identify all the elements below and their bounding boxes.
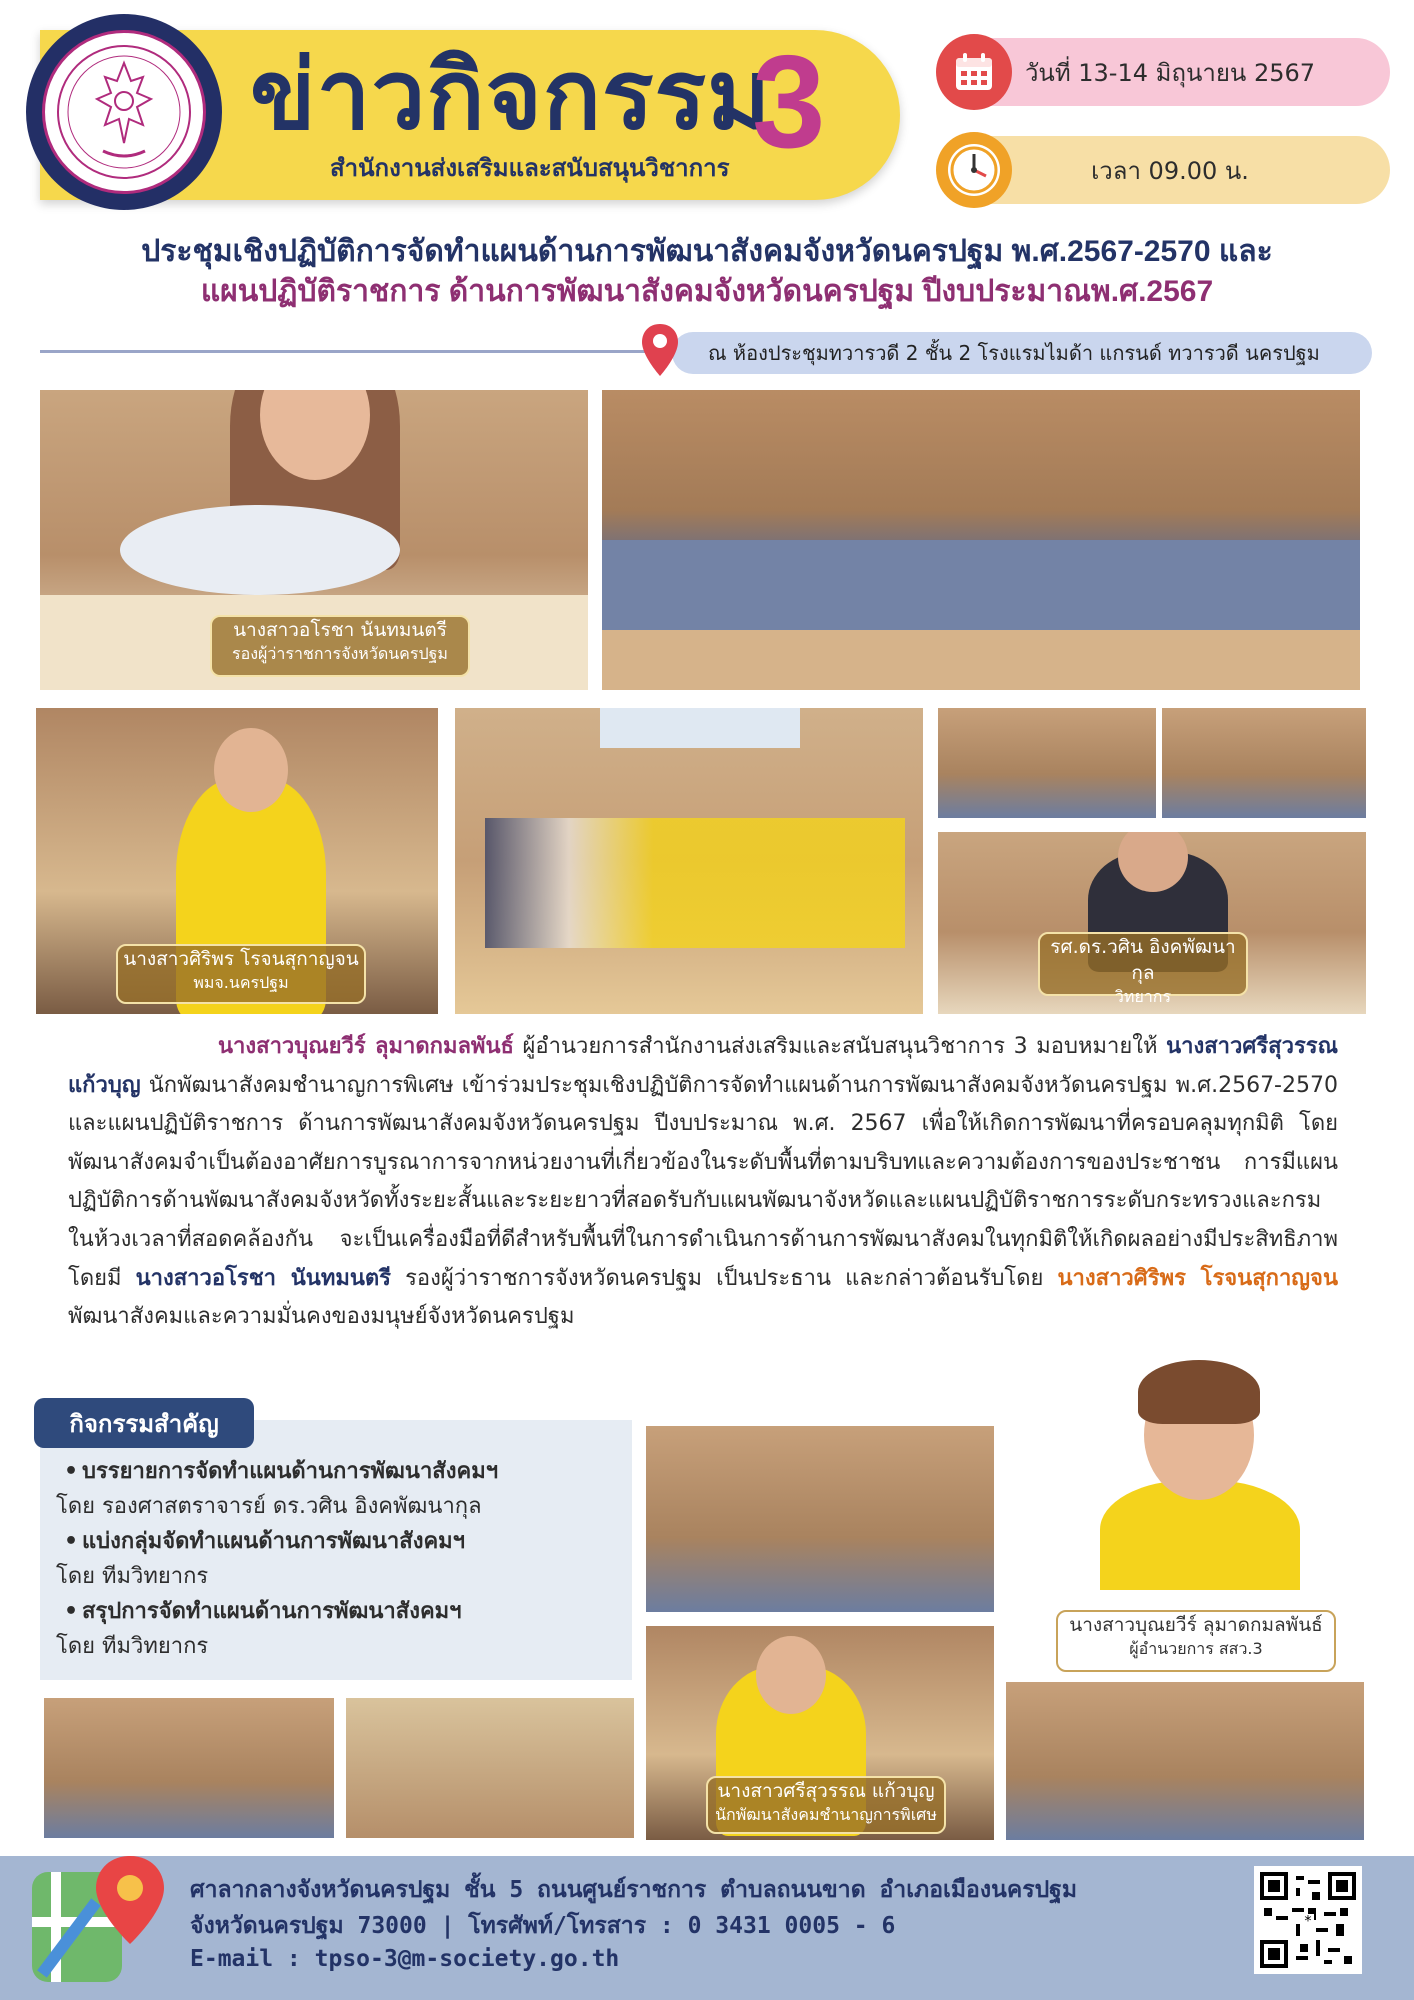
org-subtitle: สำนักงานส่งเสริมและสนับสนุนวิชาการ xyxy=(330,155,730,182)
photo-group-work-1 xyxy=(646,1426,994,1612)
clock-icon xyxy=(936,132,1012,208)
page-title-number: 3 xyxy=(752,28,826,175)
event-date-text: วันที่ 13-14 มิถุนายน 2567 xyxy=(1024,58,1316,87)
event-date xyxy=(950,38,1390,106)
footer-address: ศาลากลางจังหวัดนครปฐม ชั้น 5 ถนนศูนย์ราชการ ตำบลถนนขาด อำเภอเมืองนครปฐม xyxy=(190,1877,1078,1903)
caption-name: นางสาวอโรชา นันทมนตรี xyxy=(233,619,447,641)
ministry-seal-logo xyxy=(42,30,206,194)
activities-heading: กิจกรรมสำคัญ xyxy=(34,1398,254,1448)
activity-by: โดย รองศาสตราจารย์ ดร.วศิน อิงคพัฒนากุล xyxy=(56,1494,482,1519)
footer-postal-phone: จังหวัดนครปฐม 73000 | โทรศัพท์/โทรสาร : 0 3431 0005 - 6 xyxy=(190,1913,896,1939)
headline-line-1: ประชุมเชิงปฏิบัติการจัดทำแผนด้านการพัฒนาสังคมจังหวัดนครปฐม พ.ศ.2567-2570 และ xyxy=(141,235,1273,268)
caption-role: รองผู้ว่าราชการจังหวัดนครปฐม xyxy=(232,644,448,663)
location-text: ณ ห้องประชุมทวารวดี 2 ชั้น 2 โรงแรมไมด้า แกรนด์ ทวารวดี นครปฐม xyxy=(708,341,1320,365)
page-title: ข่าวกิจกรรม xyxy=(250,42,772,149)
activity-by: โดย ทีมวิทยากร xyxy=(56,1634,209,1659)
photo-team-group xyxy=(455,708,923,1014)
photo-speaker-vice-governor xyxy=(40,390,588,690)
photo-speaker-provincial-officer xyxy=(36,708,438,1014)
activity-by: โดย ทีมวิทยากร xyxy=(56,1564,209,1589)
location-bar xyxy=(672,332,1372,374)
welcome-name: นางสาวศิริพร โรจนสุกาญจน xyxy=(1057,1265,1338,1291)
photo-group-work-2 xyxy=(44,1698,334,1838)
activity-title: • แบ่งกลุ่มจัดทำแผนด้านการพัฒนาสังคมฯ xyxy=(56,1524,626,1559)
body-text: นักพัฒนาสังคมชำนาญการพิเศษ เข้าร่วมประชุมเชิงปฏิบัติการจัดทำแผนด้านการพัฒนาสังคมจังหวัดนครปฐม พ.ศ.2567-2570 และแผนปฏิบัติราชการ ด้านการพัฒนาสังคมจังหวัดนครปฐม ปีงบประมาณ พ.ศ. 2567 เพื่อให้เกิดการพัฒนาที่ครอบคลุมทุกมิติ โดยพัฒนาสังคมจำเป็นต้องอาศัยการบูรณาการจากหน่วยงานที่เกี่ยวข้องในระดับพื้นที่ตามบริบทและความต้องการของประชาชน การมีแผนปฏิบัติการด้านพัฒนาสังคมจังหวัดทั้งระยะสั้นและระยะยาวที่สอดรับกับแผนพัฒนาจังหวัดและแผนปฏิบัติราชการระดับกระทรวงและกรมในห้วงเวลาที่สอดคล้องกัน จะเป็นเครื่องมือที่ดีสำหรับพื้นที่ในการดำเนินการด้านการพัฒนาสังคมในทุกมิติให้เกิดผลอย่างมีประสิทธิภาพ โดยมี xyxy=(68,1072,1338,1291)
photo-group-work-4 xyxy=(1006,1682,1364,1840)
map-pin-icon xyxy=(26,1852,166,1996)
caption-role: ผู้อำนวยการ สสว.3 xyxy=(1129,1639,1263,1658)
body-text: รองผู้ว่าราชการจังหวัดนครปฐม เป็นประธาน และกล่าวต้อนรับโดย xyxy=(390,1265,1058,1291)
activity-title: • บรรยายการจัดทำแผนด้านการพัฒนาสังคมฯ xyxy=(56,1454,626,1489)
caption-role: นักพัฒนาสังคมชำนาญการพิเศษ xyxy=(715,1805,937,1824)
photo-lecturer xyxy=(938,832,1366,1014)
event-time-text: เวลา 09.00 น. xyxy=(1091,156,1249,185)
calendar-icon xyxy=(936,34,1012,110)
svg-text:*: * xyxy=(1304,1913,1312,1930)
director-name: นางสาวบุณยวีร์ ลุมาดกมลพันธ์ xyxy=(218,1034,514,1059)
caption-name: รศ.ดร.วศิน อิงคพัฒนากุล xyxy=(1050,936,1236,984)
photo-group-work-3 xyxy=(346,1698,634,1838)
location-pin-icon xyxy=(640,322,680,382)
activity-title: • สรุปการจัดทำแผนด้านการพัฒนาสังคมฯ xyxy=(56,1594,626,1629)
photo-director-portrait xyxy=(1030,1360,1362,1660)
chair-name: นางสาวอโรชา นันทมนตรี xyxy=(135,1265,391,1291)
activities-list xyxy=(56,1454,626,1664)
qr-code[interactable] xyxy=(1254,1866,1362,1974)
caption-name: นางสาวบุณยวีร์ ลุมาดกมลพันธ์ xyxy=(1069,1614,1323,1636)
photo-meeting-room-2 xyxy=(1162,708,1366,818)
body-text: ผู้อำนวยการสำนักงานส่งเสริมและสนับสนุนวิชาการ 3 มอบหมายให้ xyxy=(513,1034,1167,1059)
headline-line-2: แผนปฏิบัติราชการ ด้านการพัฒนาสังคมจังหวัดนครปฐม ปีงบประมาณพ.ศ.2567 xyxy=(200,275,1214,308)
caption-role: วิทยากร xyxy=(1114,987,1172,1006)
photo-officer-working xyxy=(646,1626,994,1840)
body-text: พัฒนาสังคมและความมั่นคงของมนุษย์จังหวัดนครปฐม xyxy=(68,1304,575,1330)
officer-name: นางสาวศรีสุวรรณ แก้วบุญ xyxy=(68,1034,1338,1098)
photo-group-attendees xyxy=(602,390,1360,690)
caption-name: นางสาวศรีสุวรรณ แก้วบุญ xyxy=(717,1780,935,1802)
caption-role: พมจ.นครปฐม xyxy=(193,973,289,992)
caption-name: นางสาวศิริพร โรจนสุกาญจน xyxy=(123,948,359,970)
footer-email[interactable]: E-mail : tpso-3@m-society.go.th xyxy=(190,1946,620,1972)
photo-meeting-room-1 xyxy=(938,708,1156,818)
event-time xyxy=(950,136,1390,204)
body-paragraph xyxy=(68,1028,1338,1337)
